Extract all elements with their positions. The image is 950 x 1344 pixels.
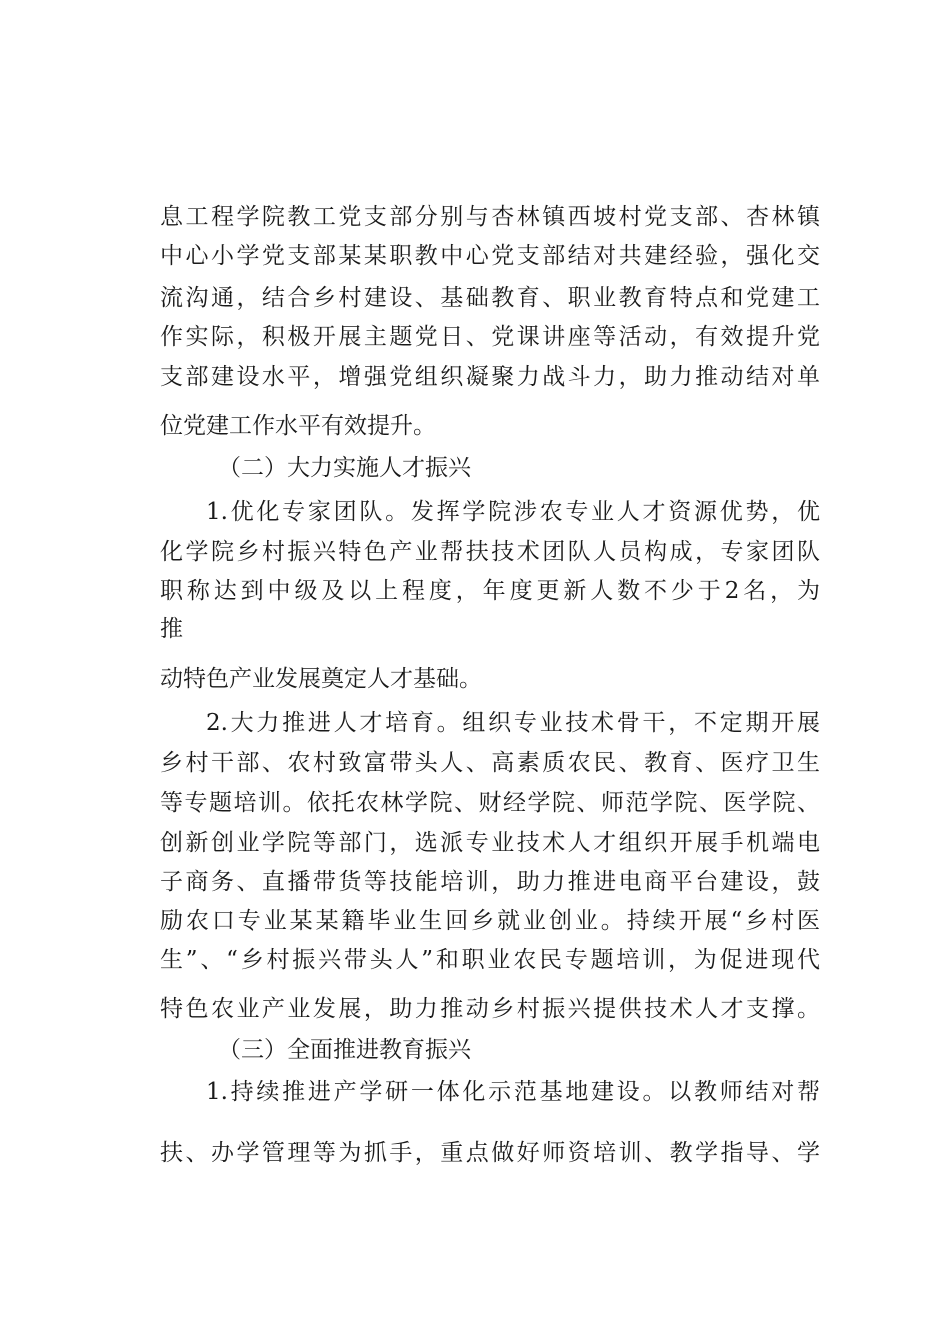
paragraph-line: 创新创业学院等部门，选派专业技术人才组织开展手机端电 <box>160 830 820 856</box>
paragraph-line: 息工程学院教工党支部分别与杏林镇西坡村党支部、杏林镇 <box>160 204 820 230</box>
section-heading: （二）大力实施人才振兴 <box>218 455 471 481</box>
paragraph-line: 励农口专业某某籍毕业生回乡就业创业。持续开展“乡村医 <box>160 908 820 934</box>
paragraph-line: 乡村干部、农村致富带头人、高素质农民、教育、医疗卫生 <box>160 750 820 776</box>
paragraph-line: 作实际，积极开展主题党日、党课讲座等活动，有效提升党 <box>160 324 820 350</box>
paragraph-line: 1.持续推进产学研一体化示范基地建设。以教师结对帮 <box>206 1079 820 1105</box>
paragraph-line: 位党建工作水平有效提升。 <box>160 413 436 439</box>
paragraph-line: 2.大力推进人才培育。组织专业技术骨干，不定期开展 <box>206 710 820 736</box>
paragraph-line: 子商务、直播带货等技能培训，助力推进电商平台建设，鼓 <box>160 869 820 895</box>
paragraph-line: 扶、办学管理等为抓手，重点做好师资培训、教学指导、学 <box>160 1140 820 1166</box>
paragraph-line: 1.优化专家团队。发挥学院涉农专业人才资源优势，优 <box>206 499 820 525</box>
paragraph-line: 生”、“乡村振兴带头人”和职业农民专题培训，为促进现代 <box>160 947 820 973</box>
paragraph-line: 特色农业产业发展，助力推动乡村振兴提供技术人才支撑。 <box>160 996 820 1022</box>
paragraph-line: 动特色产业发展奠定人才基础。 <box>160 666 482 692</box>
paragraph-line: 职称达到中级及以上程度，年度更新人数不少于2名，为 <box>160 578 820 604</box>
paragraph-line: 支部建设水平，增强党组织凝聚力战斗力，助力推动结对单 <box>160 364 820 390</box>
paragraph-line: 中心小学党支部某某职教中心党支部结对共建经验，强化交 <box>160 243 820 269</box>
paragraph-line: 流沟通，结合乡村建设、基础教育、职业教育特点和党建工 <box>160 285 820 311</box>
paragraph-line: 等专题培训。依托农林学院、财经学院、师范学院、医学院、 <box>160 790 820 816</box>
paragraph-line: 推 <box>160 616 183 642</box>
paragraph-line: 化学院乡村振兴特色产业帮扶技术团队人员构成，专家团队 <box>160 539 820 565</box>
section-heading: （三）全面推进教育振兴 <box>218 1037 471 1063</box>
